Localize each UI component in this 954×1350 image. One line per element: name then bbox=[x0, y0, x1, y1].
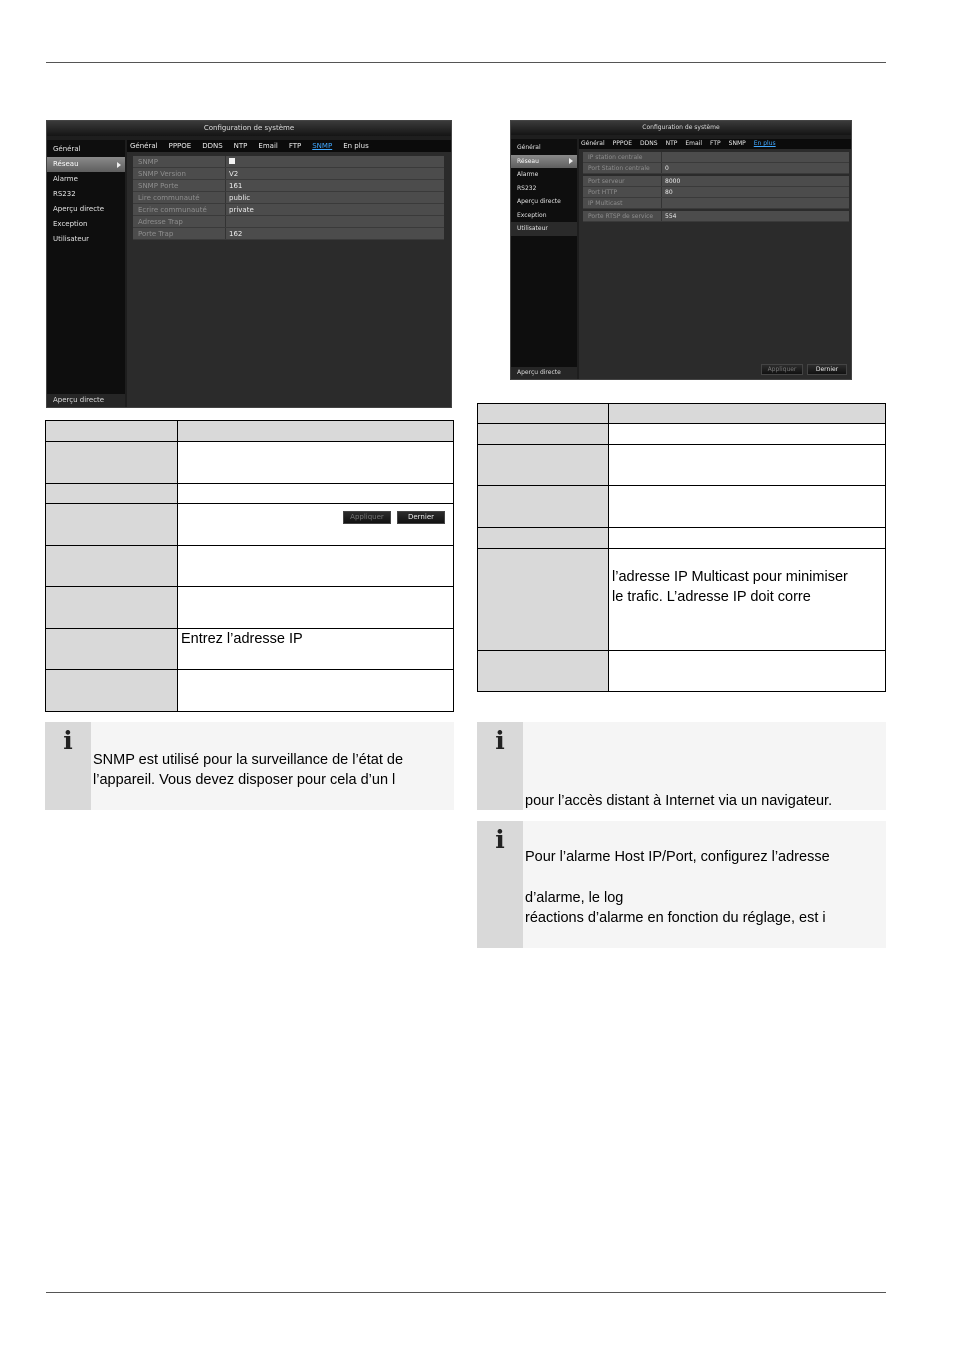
info-text-line: Pour l’alarme Host IP/Port, configurez l’adresse bbox=[525, 849, 830, 865]
field-value[interactable]: 80 bbox=[665, 189, 673, 196]
info-text-line: réactions d’alarme en fonction du réglage, est i bbox=[525, 910, 826, 926]
field-value[interactable]: public bbox=[229, 194, 251, 202]
table-cell bbox=[178, 442, 454, 484]
sidebar-item-user[interactable]: Utilisateur bbox=[53, 235, 90, 243]
tab-ntp[interactable]: NTP bbox=[665, 140, 678, 147]
field-rtsp-port bbox=[583, 211, 849, 222]
info-text-line: l’appareil. Vous devez disposer pour cela d’un l bbox=[93, 772, 396, 788]
table-cell bbox=[178, 546, 454, 587]
field-label: IP station centrale bbox=[588, 154, 643, 161]
tab-more[interactable]: En plus bbox=[753, 140, 776, 147]
field-label: Port HTTP bbox=[588, 189, 618, 196]
info-text-line: SNMP est utilisé pour la surveillance de l’état de bbox=[93, 752, 404, 768]
tab-pppoe[interactable]: PPPOE bbox=[168, 142, 192, 150]
table-cell bbox=[178, 504, 454, 546]
sidebar-item-alarm[interactable]: Alarme bbox=[53, 175, 78, 183]
field-label: Adresse Trap bbox=[138, 218, 183, 226]
table-row bbox=[46, 442, 454, 484]
sidebar-item-exception[interactable]: Exception bbox=[53, 220, 88, 228]
table-header-cell bbox=[478, 404, 609, 424]
window-title: Configuration de système bbox=[511, 121, 851, 135]
field-value[interactable]: 0 bbox=[665, 165, 669, 172]
info-text-line: d’alarme, le log bbox=[525, 890, 624, 906]
snmp-fields bbox=[133, 156, 444, 240]
tab-snmp[interactable]: SNMP bbox=[728, 140, 746, 147]
multicast-description bbox=[609, 549, 886, 651]
snmp-checkbox[interactable] bbox=[229, 156, 235, 168]
field-value[interactable]: 554 bbox=[665, 213, 677, 220]
sidebar bbox=[47, 140, 125, 407]
field-read-community bbox=[133, 192, 444, 204]
field-snmp-port bbox=[133, 180, 444, 192]
sidebar-item-network[interactable]: Réseau bbox=[511, 155, 577, 169]
snmp-info-note bbox=[45, 722, 454, 810]
window-title: Configuration de système bbox=[47, 121, 451, 136]
bottom-rule bbox=[46, 1292, 886, 1293]
field-snmp bbox=[133, 156, 444, 168]
info-icon: i bbox=[477, 722, 523, 810]
sidebar bbox=[511, 139, 577, 379]
sidebar-item-exception[interactable]: Exception bbox=[517, 211, 547, 219]
table-cell bbox=[46, 587, 178, 629]
field-label: Lire communauté bbox=[138, 194, 200, 202]
field-server-port bbox=[583, 176, 849, 187]
table-cell bbox=[178, 484, 454, 504]
sidebar-item-user[interactable]: Utilisateur bbox=[511, 222, 577, 236]
field-central-station-ip bbox=[583, 152, 849, 163]
table-row bbox=[478, 528, 886, 549]
field-http-port bbox=[583, 187, 849, 198]
tab-bar bbox=[579, 139, 851, 149]
sidebar-item-live-view[interactable]: Aperçu directe bbox=[517, 198, 561, 205]
field-value[interactable]: 162 bbox=[229, 230, 243, 238]
tab-general[interactable]: Général bbox=[130, 142, 158, 150]
tab-ddns[interactable]: DDNS bbox=[202, 142, 223, 150]
sidebar-item-general[interactable]: Général bbox=[517, 144, 541, 151]
multicast-line-1: l’adresse IP Multicast pour minimiser bbox=[612, 569, 848, 585]
table-header-cell bbox=[178, 421, 454, 442]
table-row bbox=[478, 549, 886, 651]
field-central-station-port bbox=[583, 163, 849, 174]
table-row bbox=[46, 484, 454, 504]
field-label: SNMP bbox=[138, 158, 158, 166]
trap-address-description: Entrez l’adresse IP bbox=[178, 629, 454, 670]
table-cell bbox=[46, 546, 178, 587]
table-row bbox=[46, 629, 454, 670]
info-icon: i bbox=[45, 722, 91, 810]
table-header-cell bbox=[46, 421, 178, 442]
table-cell bbox=[46, 629, 178, 670]
tab-bar bbox=[127, 140, 451, 152]
snmp-parameter-table bbox=[45, 420, 454, 712]
table-cell bbox=[178, 670, 454, 712]
snmp-config-screenshot bbox=[46, 120, 452, 521]
table-cell bbox=[478, 528, 609, 549]
table-cell bbox=[609, 424, 886, 445]
sidebar-item-live-view[interactable]: Aperçu directe bbox=[53, 205, 105, 213]
tab-ftp[interactable]: FTP bbox=[288, 142, 302, 150]
field-label: SNMP Porte bbox=[138, 182, 179, 190]
table-cell bbox=[609, 528, 886, 549]
table-header-cell bbox=[609, 404, 886, 424]
http-info-note bbox=[477, 722, 886, 810]
alarm-host-info-note bbox=[477, 821, 886, 948]
table-row bbox=[478, 445, 886, 486]
apply-button[interactable]: Appliquer bbox=[343, 511, 391, 524]
table-cell bbox=[46, 484, 178, 504]
settings-panel bbox=[579, 139, 851, 379]
table-cell bbox=[46, 670, 178, 712]
field-value[interactable]: 8000 bbox=[665, 178, 681, 185]
sidebar-live-view-button[interactable]: Aperçu directe bbox=[47, 394, 125, 407]
tab-email[interactable]: Email bbox=[685, 140, 703, 147]
table-cell bbox=[478, 651, 609, 692]
table-cell bbox=[609, 486, 886, 528]
tab-ftp[interactable]: FTP bbox=[710, 140, 721, 147]
sidebar-item-alarm[interactable]: Alarme bbox=[517, 171, 539, 178]
table-row bbox=[46, 546, 454, 587]
field-value[interactable]: 161 bbox=[229, 182, 243, 190]
field-label: Porte RTSP de service bbox=[588, 213, 654, 220]
table-cell bbox=[609, 651, 886, 692]
tab-more[interactable]: En plus bbox=[343, 142, 369, 150]
sidebar-item-rs232[interactable]: RS232 bbox=[517, 184, 537, 192]
top-rule bbox=[46, 62, 886, 63]
table-cell bbox=[478, 486, 609, 528]
field-multicast-ip bbox=[583, 198, 849, 209]
sidebar-item-general[interactable]: Général bbox=[53, 145, 81, 153]
advanced-config-screenshot bbox=[510, 120, 852, 380]
settings-panel bbox=[127, 140, 451, 407]
field-label: Porte Trap bbox=[138, 230, 174, 238]
advanced-parameter-table bbox=[477, 403, 886, 692]
table-row bbox=[478, 486, 886, 528]
table-cell bbox=[478, 445, 609, 486]
back-button[interactable]: Dernier bbox=[397, 511, 445, 524]
sidebar-item-rs232[interactable]: RS232 bbox=[53, 190, 76, 198]
tab-ntp[interactable]: NTP bbox=[233, 142, 248, 150]
table-cell bbox=[46, 504, 178, 546]
table-cell bbox=[609, 445, 886, 486]
field-trap-address bbox=[133, 216, 444, 228]
sidebar-item-network[interactable]: Réseau bbox=[47, 157, 125, 172]
tab-snmp[interactable]: SNMP bbox=[312, 142, 333, 150]
table-row bbox=[478, 424, 886, 445]
field-snmp-version bbox=[133, 168, 444, 180]
field-value[interactable]: private bbox=[229, 206, 254, 214]
sidebar-live-view-button[interactable]: Aperçu directe bbox=[511, 367, 577, 379]
field-value[interactable]: V2 bbox=[229, 170, 239, 178]
table-cell bbox=[178, 587, 454, 629]
field-label: Port Station centrale bbox=[588, 165, 650, 172]
tab-pppoe[interactable]: PPPOE bbox=[612, 140, 633, 147]
table-cell bbox=[478, 424, 609, 445]
tab-email[interactable]: Email bbox=[258, 142, 278, 150]
info-icon: i bbox=[477, 821, 523, 948]
field-label: Port serveur bbox=[588, 178, 625, 185]
table-row bbox=[46, 587, 454, 629]
table-row bbox=[478, 651, 886, 692]
advanced-fields bbox=[583, 152, 849, 222]
table-cell bbox=[46, 442, 178, 484]
field-write-community bbox=[133, 204, 444, 216]
info-text-line: pour l’accès distant à Internet via un navigateur. bbox=[525, 793, 833, 809]
table-cell bbox=[478, 549, 609, 651]
field-trap-port bbox=[133, 228, 444, 240]
tab-ddns[interactable]: DDNS bbox=[640, 140, 658, 147]
table-row bbox=[46, 670, 454, 712]
field-label: Ecrire communauté bbox=[138, 206, 207, 214]
apply-button[interactable]: Appliquer bbox=[761, 364, 803, 375]
table-row bbox=[46, 504, 454, 546]
back-button[interactable]: Dernier bbox=[807, 364, 847, 375]
tab-general[interactable]: Général bbox=[581, 140, 605, 147]
field-label: IP Multicast bbox=[588, 200, 623, 207]
multicast-line-2: le trafic. L’adresse IP doit corre bbox=[612, 589, 811, 605]
field-label: SNMP Version bbox=[138, 170, 186, 178]
